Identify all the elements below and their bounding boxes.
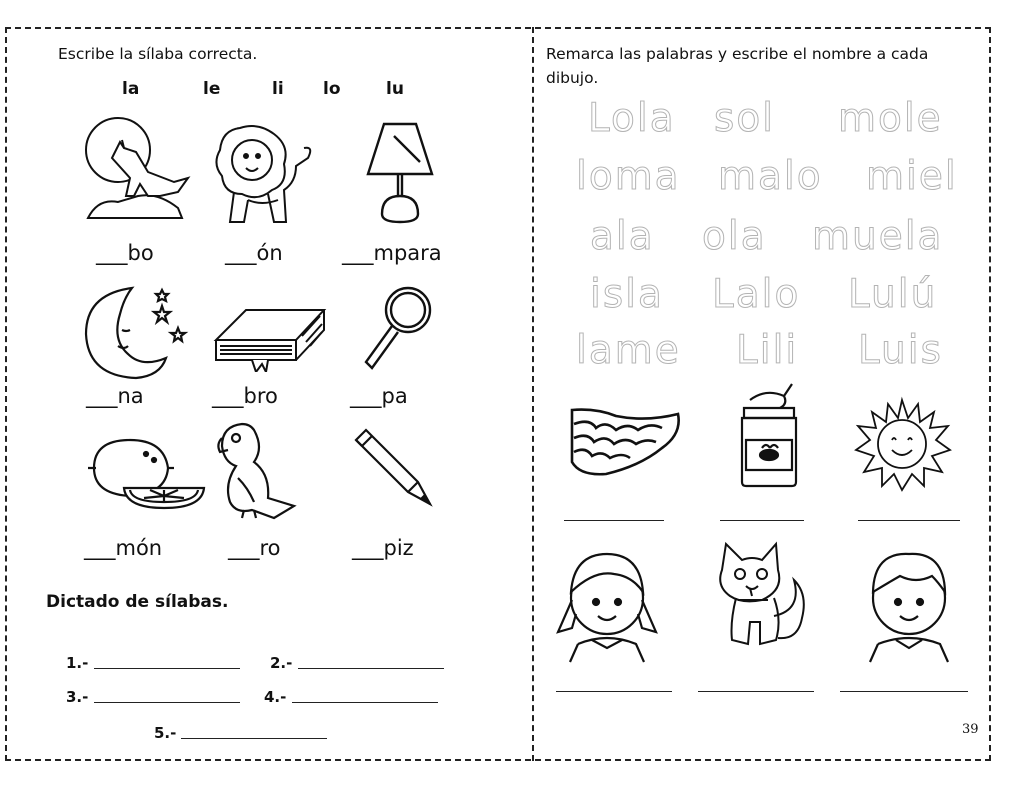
trace-word-loma: loma: [576, 154, 681, 199]
syllable-la: la: [122, 79, 140, 99]
dictation-line-1[interactable]: [94, 668, 240, 669]
dictation-line-5[interactable]: [181, 738, 327, 739]
honey-jar-icon: [736, 382, 802, 488]
lamp-icon: [360, 118, 440, 230]
page-number: 39: [962, 722, 979, 737]
dictation-line-2[interactable]: [298, 668, 444, 669]
answer-line-wing[interactable]: [564, 520, 664, 521]
caption-mon: ___món: [84, 536, 163, 560]
trace-word-malo: malo: [718, 154, 823, 199]
trace-word-lalo: Lalo: [712, 272, 801, 317]
caption-ro: ___ro: [228, 536, 281, 560]
trace-word-lulu: Lulú: [848, 272, 938, 317]
cat-icon: [702, 540, 812, 652]
trace-word-lola: Lola: [588, 96, 676, 141]
dictation-label-3: 3.-: [66, 688, 89, 706]
dictation-title: Dictado de sílabas.: [46, 592, 229, 612]
dictation-line-3[interactable]: [94, 702, 240, 703]
caption-bro: ___bro: [212, 384, 278, 408]
left-instruction: Escribe la sílaba correcta.: [58, 45, 258, 63]
dictation-label-5: 5.-: [154, 724, 177, 742]
trace-word-isla: isla: [590, 272, 664, 317]
answer-line-honey[interactable]: [720, 520, 804, 521]
caption-piz: ___piz: [352, 536, 414, 560]
caption-na: ___na: [86, 384, 144, 408]
wing-icon: [566, 404, 684, 480]
dictation-line-4[interactable]: [292, 702, 438, 703]
trace-word-luis: Luis: [858, 328, 943, 373]
caption-bo: ___bo: [96, 241, 154, 265]
boy-icon: [856, 540, 962, 664]
trace-word-miel: miel: [866, 154, 958, 199]
caption-on: ___ón: [225, 241, 283, 265]
lion-icon: [212, 120, 317, 230]
book-icon: [212, 292, 328, 372]
sun-icon: [852, 396, 952, 492]
wolf-icon: [78, 112, 198, 224]
answer-line-cat[interactable]: [698, 691, 814, 692]
syllable-lu: lu: [386, 79, 404, 99]
moon-icon: [82, 284, 192, 380]
trace-word-lili: Lili: [736, 328, 799, 373]
trace-word-sol: sol: [714, 96, 776, 141]
caption-mpara: ___mpara: [342, 241, 442, 265]
trace-word-ala: ala: [590, 214, 655, 259]
trace-word-mole: mole: [838, 96, 943, 141]
dictation-label-4: 4.-: [264, 688, 287, 706]
caption-pa: ___pa: [350, 384, 408, 408]
trace-word-lame: lame: [576, 328, 681, 373]
pencil-icon: [352, 424, 436, 508]
right-instruction: Remarca las palabras y escribe el nombre a cada dibujo.: [546, 45, 929, 87]
answer-line-sun[interactable]: [858, 520, 960, 521]
syllable-li: li: [272, 79, 284, 99]
syllable-le: le: [203, 79, 221, 99]
syllable-lo: lo: [323, 79, 341, 99]
trace-word-ola: ola: [702, 214, 767, 259]
answer-line-girl[interactable]: [556, 691, 672, 692]
girl-icon: [554, 540, 660, 664]
parrot-icon: [214, 418, 298, 522]
lemon-icon: [84, 432, 208, 512]
page-divider: [532, 27, 534, 761]
dictation-label-2: 2.-: [270, 654, 293, 672]
trace-word-muela: muela: [812, 214, 944, 259]
answer-line-boy[interactable]: [840, 691, 968, 692]
magnifier-icon: [362, 284, 434, 372]
dictation-label-1: 1.-: [66, 654, 89, 672]
